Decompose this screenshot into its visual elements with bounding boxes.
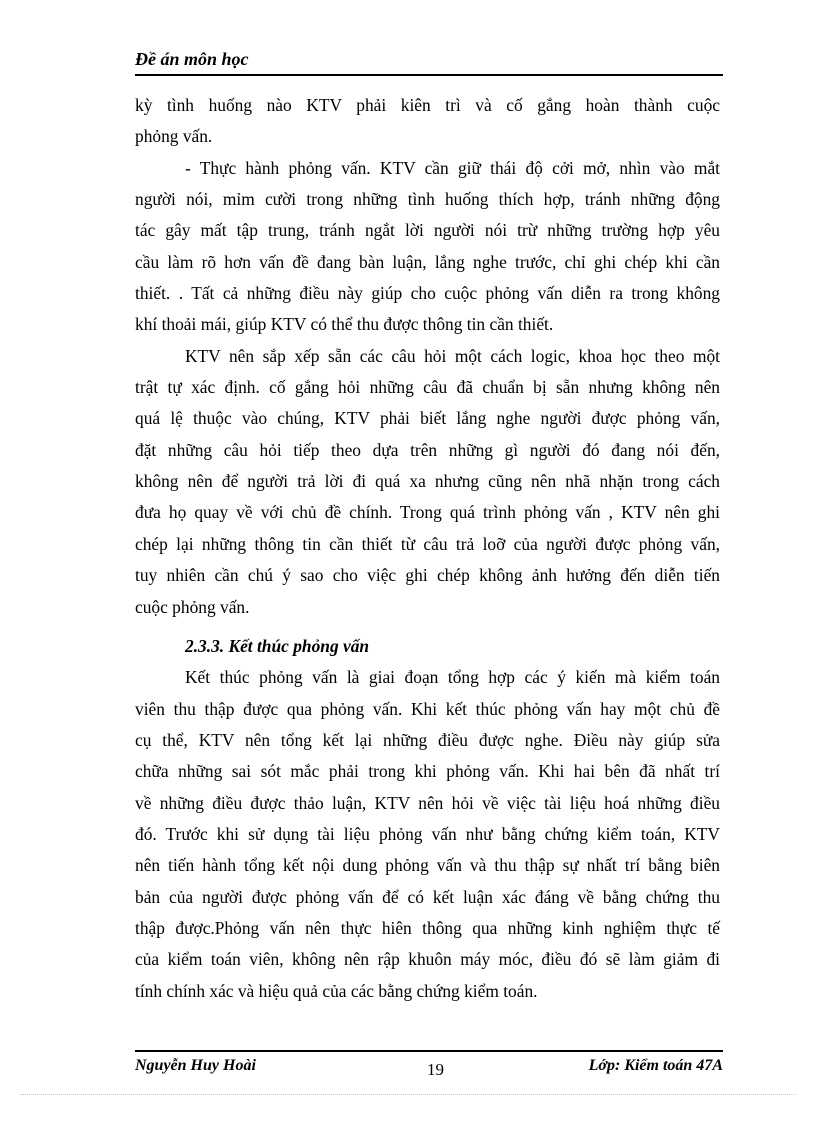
text-line: Kết thúc phỏng vấn là giai đoạn tổng hợp các ý kiến mà kiểm toán bbox=[185, 667, 720, 688]
text-line: cụ thể, KTV nên tổng kết lại những điều được nghe. Điều này giúp sửa bbox=[135, 729, 720, 750]
text-line: người nói, mỉm cười trong những tình huống thích hợp, tránh những động bbox=[135, 189, 720, 210]
text-line: quá lệ thuộc vào chúng, KTV phải biết lắng nghe người được phỏng vấn, bbox=[135, 408, 720, 429]
text-line: cuộc phỏng vấn. bbox=[135, 596, 250, 617]
text-line: viên thu thập được qua phỏng vấn. Khi kết thúc phỏng vấn hay một chủ đề bbox=[135, 698, 720, 719]
author-name: Nguyễn Huy Hoài bbox=[135, 1057, 256, 1074]
text-line: tính chính xác và hiệu quả của các bằng chứng kiểm toán. bbox=[135, 980, 538, 1001]
text-line: không nên để người trả lời đi quá xa nhưng cũng nên nhã nhặn trong cách bbox=[135, 471, 720, 492]
text-line: nên tiến hành tổng kết nội dung phỏng vấn và thu thập sự nhất trí bằng biên bbox=[135, 855, 720, 876]
class-label: Lớp: Kiểm toán 47A bbox=[588, 1057, 723, 1074]
page-number: 19 bbox=[427, 1060, 444, 1079]
text-line: thập được.Phỏng vấn nên thực hiên thông qua những kinh nghiệm thực tế bbox=[135, 917, 720, 938]
text-line: tác gây mất tập trung, tránh ngắt lời người nói trừ những trường hợp yêu bbox=[135, 220, 720, 241]
body-text bbox=[135, 90, 720, 1007]
text-line: tuy nhiên cần chú ý sao cho việc ghi chép không ảnh hưởng đến diễn tiến bbox=[135, 565, 720, 586]
text-line: về những điều được thảo luận, KTV nên hỏi về việc tài liệu hoá những điều bbox=[135, 792, 720, 813]
text-line: cầu làm rõ hơn vấn đề đang bàn luận, lắng nghe trước, chỉ ghi chép khi cần bbox=[135, 251, 720, 272]
page-footer bbox=[135, 1050, 723, 1082]
text-line: khí thoải mái, giúp KTV có thể thu được thông tin cần thiết. bbox=[135, 314, 554, 335]
document-title: Đề án môn học bbox=[135, 49, 249, 69]
text-line: đó. Trước khi sử dụng tài liệu phỏng vấn như bằng chứng kiểm toán, KTV bbox=[135, 823, 720, 844]
text-line: trật tự xác định. cố gắng hỏi những câu đã chuẩn bị sẵn nhưng không nên bbox=[135, 377, 720, 398]
text-line: thiết. . Tất cả những điều này giúp cho cuộc phỏng vấn diễn ra trong không bbox=[135, 283, 720, 304]
text-line: đưa họ quay về với chủ đề chính. Trong quá trình phỏng vấn , KTV nên ghi bbox=[135, 502, 720, 523]
text-line: của kiểm toán viên, không nên rập khuôn máy móc, điều đó sẽ làm giảm đi bbox=[135, 949, 720, 970]
page-header bbox=[135, 46, 723, 76]
text-line: bản của người được phỏng vấn để có kết luận xác đáng về bằng chứng thu bbox=[135, 886, 720, 907]
page-edge-divider bbox=[20, 1094, 796, 1095]
text-line: kỳ tình huống nào KTV phải kiên trì và cố gắng hoàn thành cuộc bbox=[135, 95, 720, 115]
text-line: chép lại những thông tin cần thiết từ câu trả loỡ của người được phỏng vấn, bbox=[135, 533, 720, 554]
text-line: - Thực hành phỏng vấn. KTV cần giữ thái độ cởi mở, nhìn vào mắt bbox=[185, 157, 720, 178]
text-line: chữa những sai sót mắc phải trong khi phỏng vấn. Khi hai bên đã nhất trí bbox=[135, 761, 720, 782]
text-line: phỏng vấn. bbox=[135, 126, 213, 147]
section-heading: 2.3.3. Kết thúc phỏng vấn bbox=[185, 635, 370, 656]
text-line: đặt những câu hỏi tiếp theo dựa trên những gì người đó đang nói đến, bbox=[135, 439, 720, 460]
text-line: KTV nên sắp xếp sẵn các câu hỏi một cách logic, khoa học theo một bbox=[185, 345, 720, 366]
